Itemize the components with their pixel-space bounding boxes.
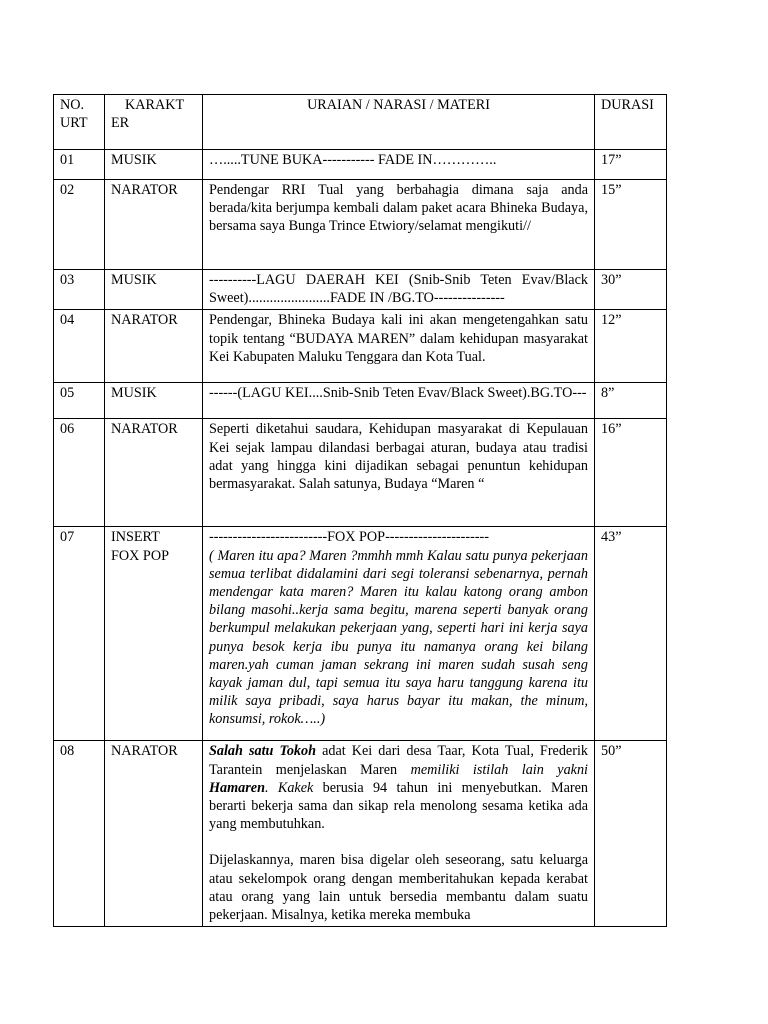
table-row (54, 419, 667, 527)
row-durasi: 16” (595, 419, 667, 527)
row-karakter-line2: FOX POP (111, 547, 169, 564)
row-uraian: Pendengar RRI Tual yang berbahagia dimana saja anda berada/kita berjumpa kembali dalam paket acara Bhineka Budaya, bersama saya Bunga Trince Etwiory/selamat mengikuti// (203, 180, 595, 270)
narasi-text: adat Kei dari desa Taar, Kota Tual, Frederik Tarantein menjelaskan Maren (209, 743, 588, 778)
row-karakter: MUSIK (105, 270, 203, 310)
row-durasi: 50” (595, 741, 667, 927)
row-durasi: 17” (595, 150, 667, 180)
table-row (54, 180, 667, 270)
header-karakter (105, 95, 203, 150)
table-row (54, 527, 667, 741)
row-uraian: ----------LAGU DAERAH KEI (Snib-Snib Teten Evav/Black Sweet).......................FADE IN /BG.TO--------------- (203, 270, 595, 310)
row-karakter: NARATOR (105, 741, 203, 927)
row-no: 02 (54, 180, 105, 270)
row-no: 05 (54, 383, 105, 419)
narasi-kakek: Kakek (277, 779, 314, 796)
script-table (53, 94, 667, 927)
row-no: 03 (54, 270, 105, 310)
row-no: 04 (54, 310, 105, 383)
table-row (54, 310, 667, 383)
narasi-hamaren: Hamaren (209, 779, 265, 796)
paragraph-gap (209, 833, 588, 851)
row-uraian: Seperti diketahui saudara, Kehidupan masyarakat di Kepulauan Kei sejak lampau dilandasi berbagai aturan, budaya atau tradisi adat yang hingga kini dijadikan sebagai penuntun kehidupan bermasyarakat. Salah satunya, Budaya “Maren “ (203, 419, 595, 527)
row-no: 01 (54, 150, 105, 180)
row-durasi: 30” (595, 270, 667, 310)
row-no: 07 (54, 527, 105, 741)
row-karakter: MUSIK (105, 383, 203, 419)
row-durasi: 8” (595, 383, 667, 419)
header-no-line2: URT (60, 115, 88, 132)
row-durasi: 43” (595, 527, 667, 741)
table-row (54, 383, 667, 419)
row-no: 08 (54, 741, 105, 927)
row-karakter: NARATOR (105, 310, 203, 383)
row-karakter-line1: INSERT (111, 529, 160, 546)
row-uraian: Pendengar, Bhineka Budaya kali ini akan mengetengahkan satu topik tentang “BUDAYA MAREN” dalam kehidupan masyarakat Kei Kabupaten Maluku Tenggara dan Kota Tual. (203, 310, 595, 383)
row-durasi: 15” (595, 180, 667, 270)
narasi-dot: . (264, 779, 278, 796)
table-row (54, 270, 667, 310)
row-uraian: ….....TUNE BUKA----------- FADE IN………….. (203, 150, 595, 180)
narasi-italic: memiliki istilah lain yakni (410, 761, 588, 778)
table-row (54, 741, 667, 927)
row-karakter (105, 527, 203, 741)
narasi-tokoh: Salah satu Tokoh (209, 743, 317, 760)
narasi-text: berusia 94 tahun ini menyebutkan. Maren berarti bekerja sama dan sikap rela menolong sesama ketika ada yang membutuhkan. (209, 779, 588, 833)
row-karakter: NARATOR (105, 419, 203, 527)
header-durasi: DURASI (595, 95, 667, 150)
header-karakter-line1: KARAKT (125, 97, 185, 113)
narasi-paragraph-2: Dijelaskannya, maren bisa digelar oleh seseorang, satu keluarga atau sekelompok orang dengan memberitahukan kepada kerabat atau orang yang lain untuk bersedia membantu dalam suatu pekerjaan. Misalnya, ketika mereka membuka (209, 852, 588, 924)
header-no (54, 95, 105, 150)
foxpop-quote: ( Maren itu apa? Maren ?mmhh mmh Kalau satu punya pekerjaan semua terlibat didalamini dari segi toleransi sebenarnya, pernah mendengar kata maren? Maren itu kalau katong orang ambon bilang masohi..kerja sama begitu, marena seperti banyak orang berkumpul melakukan pekerjaan yang, seperti hari ini kerja saya punya besok kerja ibu punya itu namanya orang kei bilang maren.yah cuman jaman sekrang ini maren sudah susah seng kayak jaman dul, tapi semua itu saya haru tanggung karena itu milik saya pribadi, saya harus bayar itu makan, the minum, konsumsi, rokok…..) (209, 547, 588, 728)
narasi-paragraph-1 (209, 742, 588, 833)
foxpop-heading: -------------------------FOX POP---------------------- (209, 529, 490, 546)
row-uraian: ------(LAGU KEI....Snib-Snib Teten Evav/Black Sweet).BG.TO--- (203, 383, 595, 419)
row-uraian (203, 527, 595, 741)
table-row (54, 150, 667, 180)
row-no: 06 (54, 419, 105, 527)
row-karakter: NARATOR (105, 180, 203, 270)
header-row (54, 95, 667, 150)
row-durasi: 12” (595, 310, 667, 383)
header-no-line1: NO. (60, 97, 85, 113)
header-uraian: URAIAN / NARASI / MATERI (203, 95, 595, 150)
header-karakter-line2: ER (111, 115, 130, 132)
row-karakter: MUSIK (105, 150, 203, 180)
row-uraian (203, 741, 595, 927)
